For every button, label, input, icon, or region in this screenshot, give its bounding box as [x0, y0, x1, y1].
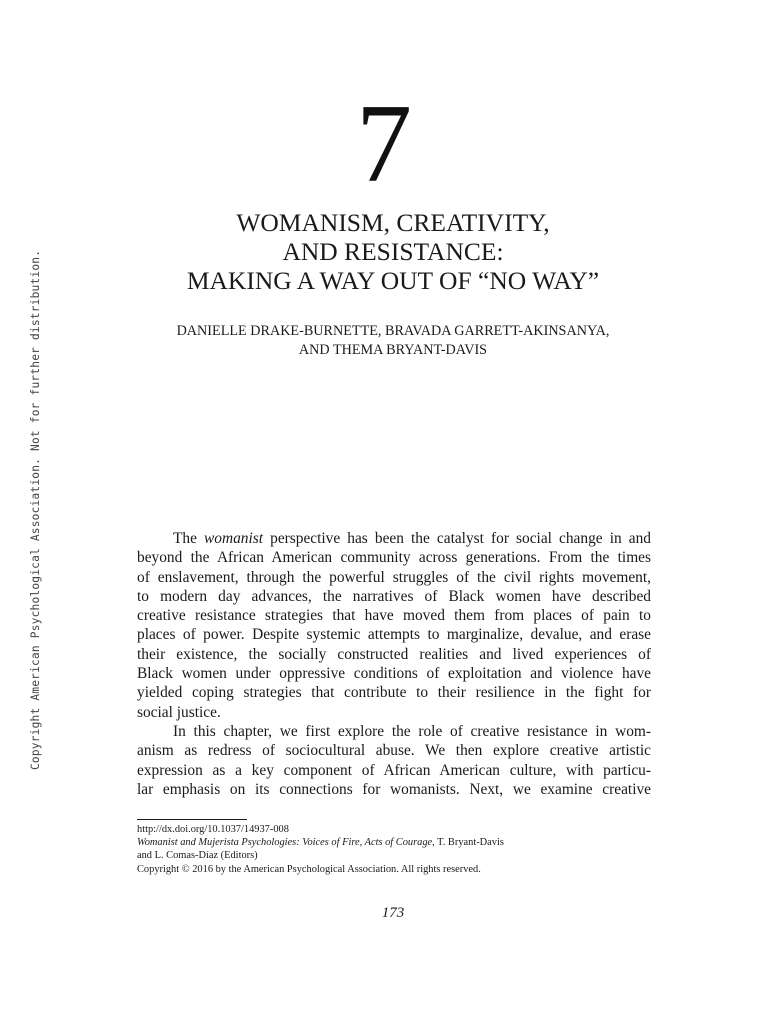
- copyright-side-notice: Copyright American Psychological Association. Not for further distribution.: [29, 249, 42, 770]
- body-paragraph-1: [137, 529, 651, 722]
- body-line: their existence, the socially constructed realities and lived experiences of: [137, 645, 651, 663]
- chapter-title: [0, 208, 768, 295]
- copyright-line: Copyright © 2016 by the American Psychological Association. All rights reserved.: [137, 863, 481, 875]
- chapter-number: 7: [356, 82, 412, 206]
- body-line: anism as redress of sociocultural abuse. We then explore creative artistic: [137, 742, 651, 760]
- chapter-title-line: WOMANISM, CREATIVITY,: [236, 208, 550, 237]
- body-line: creative resistance strategies that have moved them from places of pain to: [137, 607, 651, 625]
- book-citation: Womanist and Mujerista Psychologies: Voices of Fire, Acts of Courage, T. Bryant-Davis: [137, 837, 504, 849]
- authors-line: AND THEMA BRYANT-DAVIS: [298, 342, 488, 358]
- emphasized-term: womanist: [204, 530, 264, 547]
- chapter-title-line: MAKING A WAY OUT OF “NO WAY”: [186, 266, 600, 295]
- chapter-body: [137, 529, 651, 799]
- body-line: The womanist perspective has been the catalyst for social change in and: [173, 530, 651, 547]
- body-line: to modern day advances, the narratives of Black women have described: [137, 587, 651, 605]
- body-line: places of power. Despite systemic attempts to marginalize, devalue, and erase: [137, 626, 651, 644]
- chapter-authors: [0, 322, 768, 360]
- book-editors: and L. Comas-Díaz (Editors): [137, 850, 258, 862]
- book-title: Womanist and Mujerista Psychologies: Voices of Fire, Acts of Courage: [137, 837, 433, 849]
- page-number: 173: [381, 905, 405, 921]
- body-line: In this chapter, we first explore the role of creative resistance in wom-: [173, 722, 651, 740]
- chapter-title-line: AND RESISTANCE:: [282, 237, 504, 266]
- doi-link[interactable]: http://dx.doi.org/10.1037/14937-008: [137, 824, 289, 835]
- footnotes: [137, 823, 657, 876]
- footnote-divider: [137, 819, 247, 820]
- body-line: of enslavement, through the powerful struggles of the civil rights movement,: [137, 568, 651, 586]
- body-line: Black women under oppressive conditions of exploitation and violence have: [137, 665, 651, 683]
- body-line: expression as a key component of African American culture, with particu-: [137, 761, 651, 779]
- body-line: yielded coping strategies that contribute to their resilience in the fight for: [137, 684, 651, 702]
- body-line: lar emphasis on its connections for womanists. Next, we examine creative: [137, 780, 651, 798]
- body-line: social justice.: [137, 703, 221, 721]
- authors-line: DANIELLE DRAKE-BURNETTE, BRAVADA GARRETT-AKINSANYA,: [176, 323, 610, 339]
- body-line: beyond the African American community across generations. From the times: [137, 549, 651, 567]
- body-paragraph-2: [137, 722, 651, 799]
